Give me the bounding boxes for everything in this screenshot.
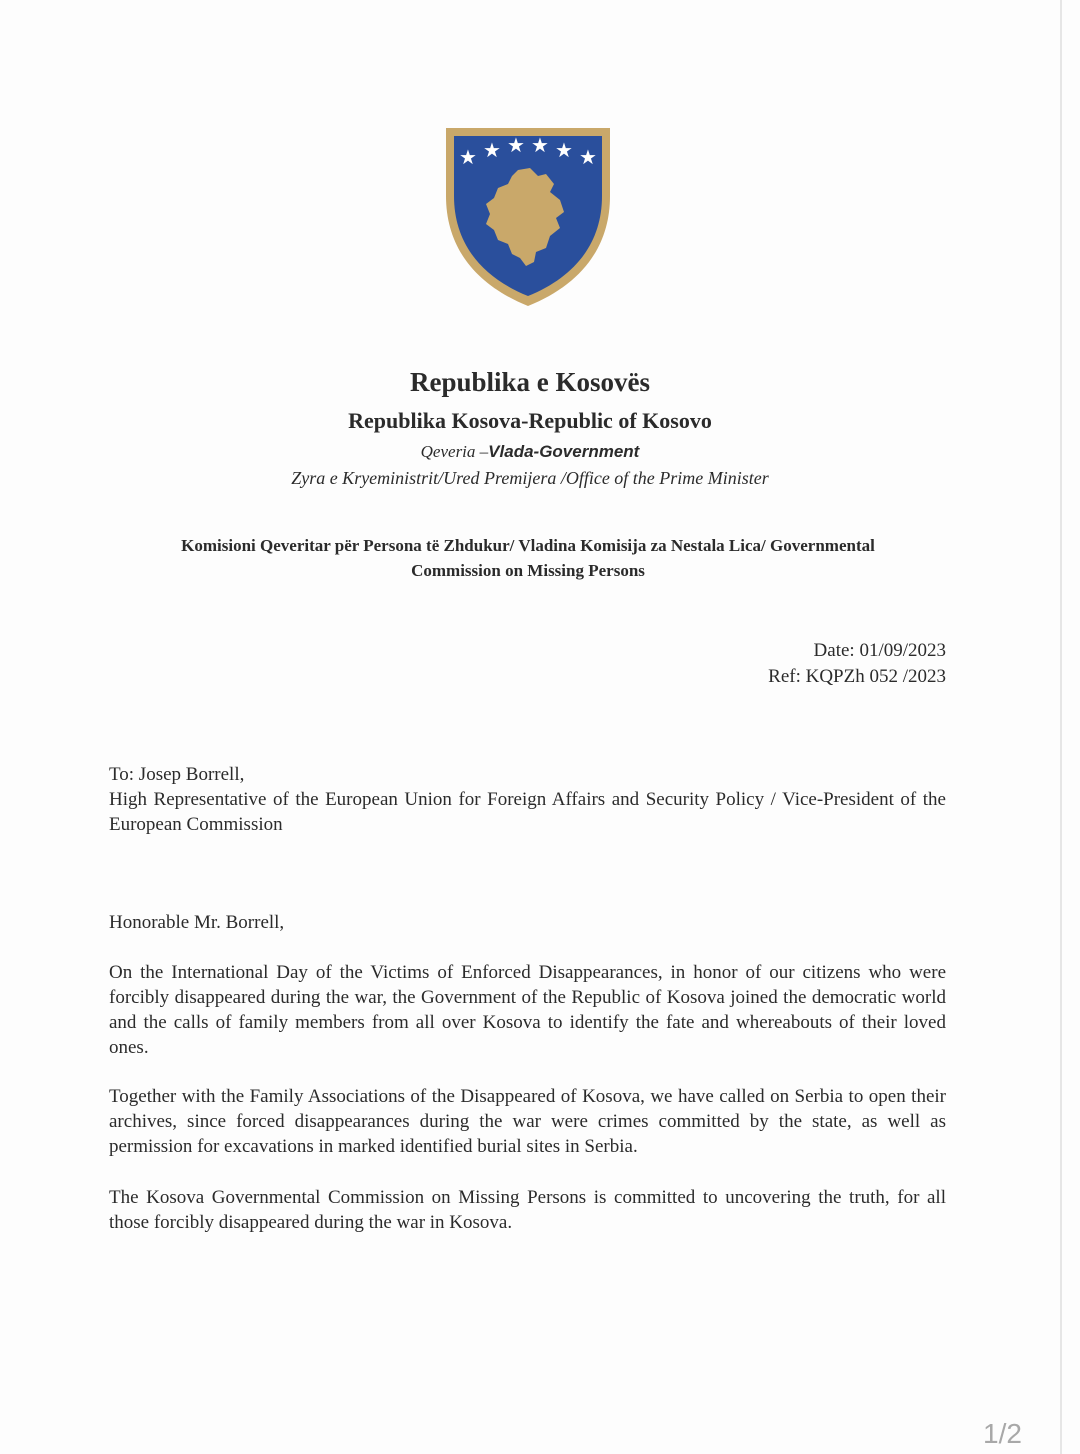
- svg-text:★: ★: [483, 138, 501, 162]
- svg-text:★: ★: [555, 138, 573, 162]
- header-title-multilingual: Republika Kosova-Republic of Kosovo: [348, 408, 712, 433]
- svg-text:★: ★: [579, 145, 597, 169]
- recipient-name: To: Josep Borrell,: [109, 764, 245, 785]
- header-government: [0, 442, 1060, 462]
- government-serbian-english: Vlada-Government: [488, 442, 640, 461]
- government-albanian: Qeveria –: [420, 442, 489, 461]
- body-paragraph-3: The Kosova Governmental Commission on Missing Persons is committed to uncovering the truth, for all those forcibly disappeared during the war in Kosova.: [109, 1187, 946, 1233]
- recipient-position: High Representative of the European Union for Foreign Affairs and Security Policy / Vice-President of the European Commission: [109, 789, 946, 835]
- date-ref-block: [768, 638, 946, 690]
- header-office: Zyra e Kryeministrit/Ured Premijera /Office of the Prime Minister: [291, 468, 769, 488]
- page-indicator: 1/2: [983, 1418, 1022, 1449]
- recipient-block: [109, 762, 946, 837]
- commission-line-1: Komisioni Qeveritar për Persona të Zhdukur/ Vladina Komisija za Nestala Lica/ Governmental: [181, 536, 875, 555]
- svg-text:★: ★: [459, 145, 477, 169]
- kosovo-coat-of-arms-icon: [442, 120, 614, 310]
- salutation: Honorable Mr. Borrell,: [109, 912, 285, 933]
- commission-line-2: Commission on Missing Persons: [411, 561, 645, 580]
- body-paragraph-2: Together with the Family Associations of the Disappeared of Kosova, we have called on Serbia to open their archives, since forced disappearances during the war were crimes committed by the state, as well as permission for excavations in marked identified burial sites in Serbia.: [109, 1086, 946, 1157]
- header-title-albanian: Republika e Kosovës: [409, 367, 651, 397]
- commission-name: [120, 533, 936, 583]
- letter-date: Date: 01/09/2023: [813, 640, 946, 661]
- page-edge-divider: [1060, 0, 1062, 1454]
- svg-text:★: ★: [507, 133, 525, 157]
- body-paragraph-1: On the International Day of the Victims of Enforced Disappearances, in honor of our citizens who were forcibly disappeared during the war, the Government of the Republic of Kosova joined the democratic world and the calls of family members from all over Kosova to identify the fate and whereabouts of their loved ones.: [109, 962, 946, 1058]
- svg-text:★: ★: [531, 133, 549, 157]
- letter-reference: Ref: KQPZh 052 /2023: [768, 666, 946, 687]
